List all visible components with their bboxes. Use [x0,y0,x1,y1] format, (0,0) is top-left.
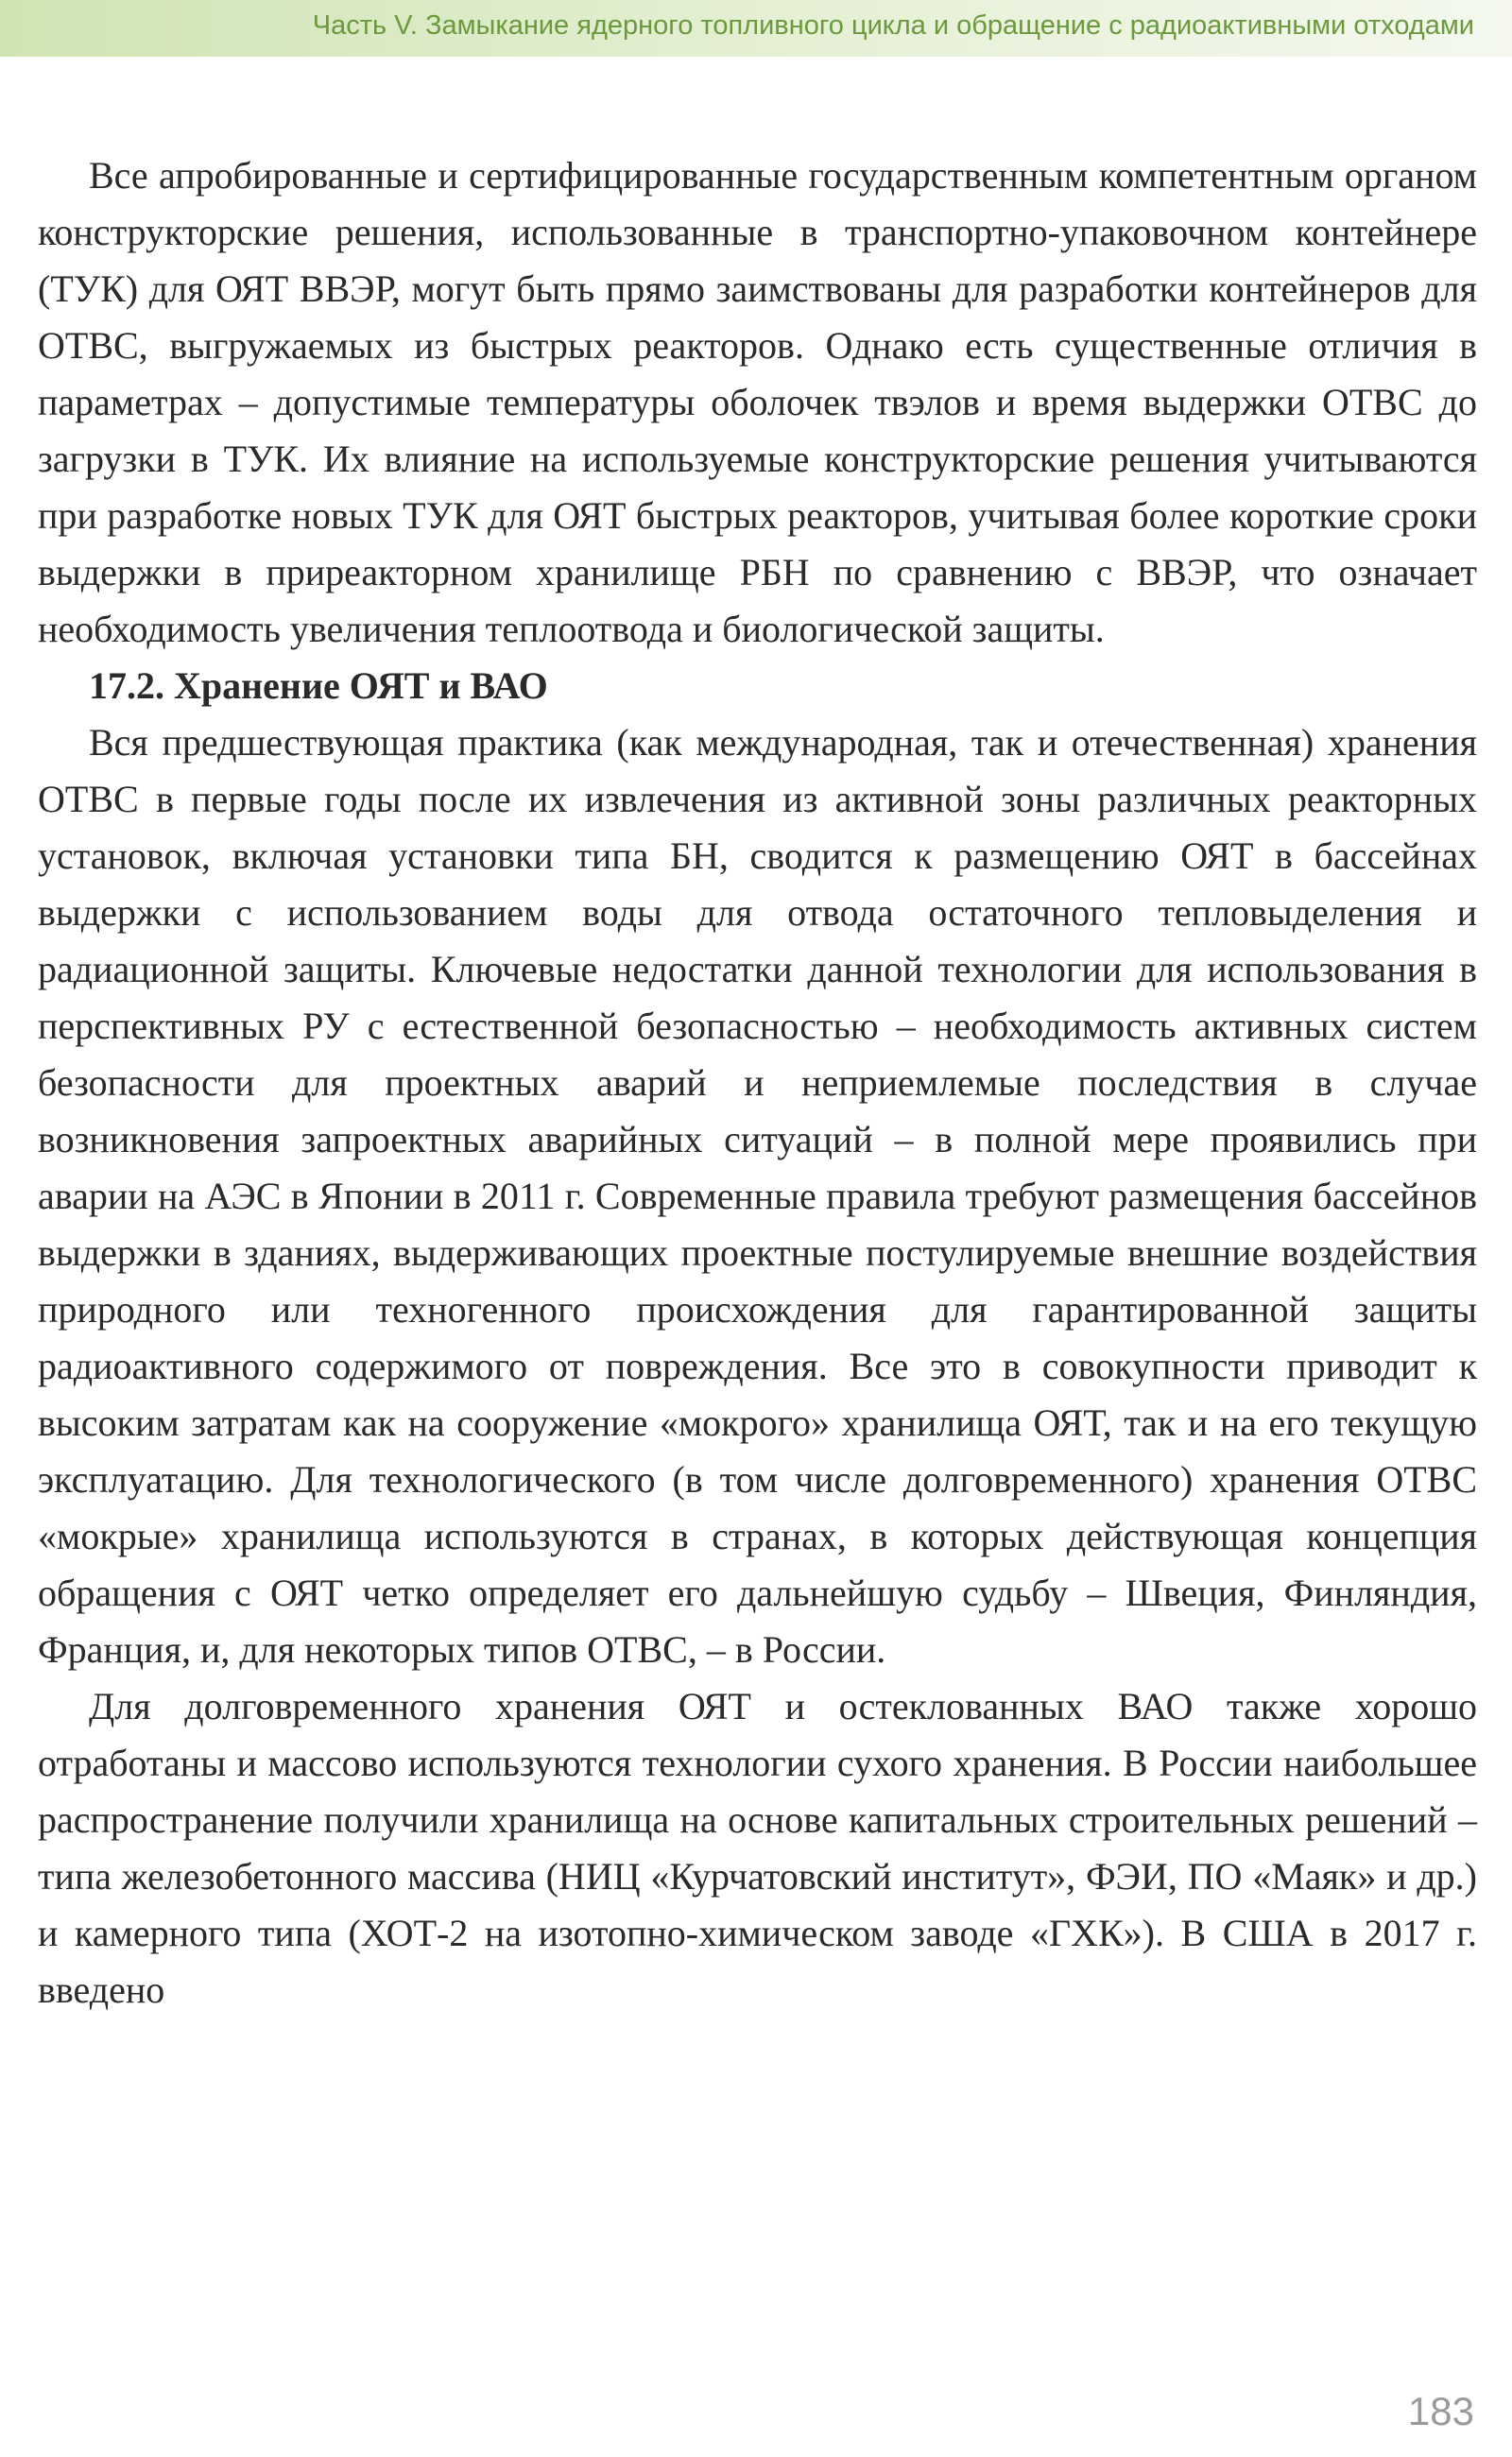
section-heading: 17.2. Хранение ОЯТ и ВАО [89,664,548,707]
body-paragraph: Вся предшествующая практика (как международная, так и отечественная) хранения ОТВС в первые годы после их извлечения из активной зоны различных реакторных установок, включая установки типа БН, сводится к размещению ОЯТ в бассейнах выдержки с использованием воды для отвода остаточного тепловыделения и радиационной защиты. Ключевые недостатки данной технологии для использования в перспективных РУ с естественной безопасностью – необходимость активных систем безопасности для проектных аварий и неприемлемые последствия в случае возникновения запроектных аварийных ситуаций – в полной мере проявились при аварии на АЭС в Японии в 2011 г. Современные правила требуют размещения бассейнов выдержки в зданиях, выдерживающих проектные постулируемые внешние воздействия природного или техногенного происхождения для гарантированной защиты радиоактивного содержимого от повреждения. Все это в совокупности приводит к высоким затратам как на сооружение «мокрого» хранилища ОЯТ, так и на его текущую эксплуатацию. Для технологического (в том числе долговременного) хранения ОТВС «мокрые» хранилища используются в странах, в которых действующая концепция обращения с ОЯТ четко определяет его дальнейшую судьбу – Швеция, Финляндия, Франция, и, для некоторых типов ОТВС, – в России. [38,721,1477,1671]
page-body [38,147,1477,2019]
body-paragraph: Для долговременного хранения ОЯТ и остеклованных ВАО также хорошо отработаны и массово используются технологии сухого хранения. В России наибольшее распространение получили хранилища на основе капитальных строительных решений – типа железобетонного массива (НИЦ «Курчатовский институт», ФЭИ, ПО «Маяк» и др.) и камерного типа (ХОТ-2 на изотопно-химическом заводе «ГХК»). В США в 2017 г. введено [38,1685,1477,2011]
page-number: 183 [1407,2389,1474,2433]
running-header: Часть V. Замыкание ядерного топливного цикла и обращение с радиоактивными отходами [312,10,1474,41]
body-paragraph: Все апробированные и сертифицированные государственным компетентным органом конструкторские решения, использованные в транспортно-упаковочном контейнере (ТУК) для ОЯТ ВВЭР, могут быть прямо заимствованы для разработки контейнеров для ОТВС, выгружаемых из быстрых реакторов. Однако есть существенные отличия в параметрах – допустимые температуры оболочек твэлов и время выдержки ОТВС до загрузки в ТУК. Их влияние на используемые конструкторские решения учитываются при разработке новых ТУК для ОЯТ быстрых реакторов, учитывая более короткие сроки выдержки в приреакторном хранилище РБН по сравнению с ВВЭР, что означает необходимость увеличения теплоотвода и биологической защиты. [38,154,1477,650]
